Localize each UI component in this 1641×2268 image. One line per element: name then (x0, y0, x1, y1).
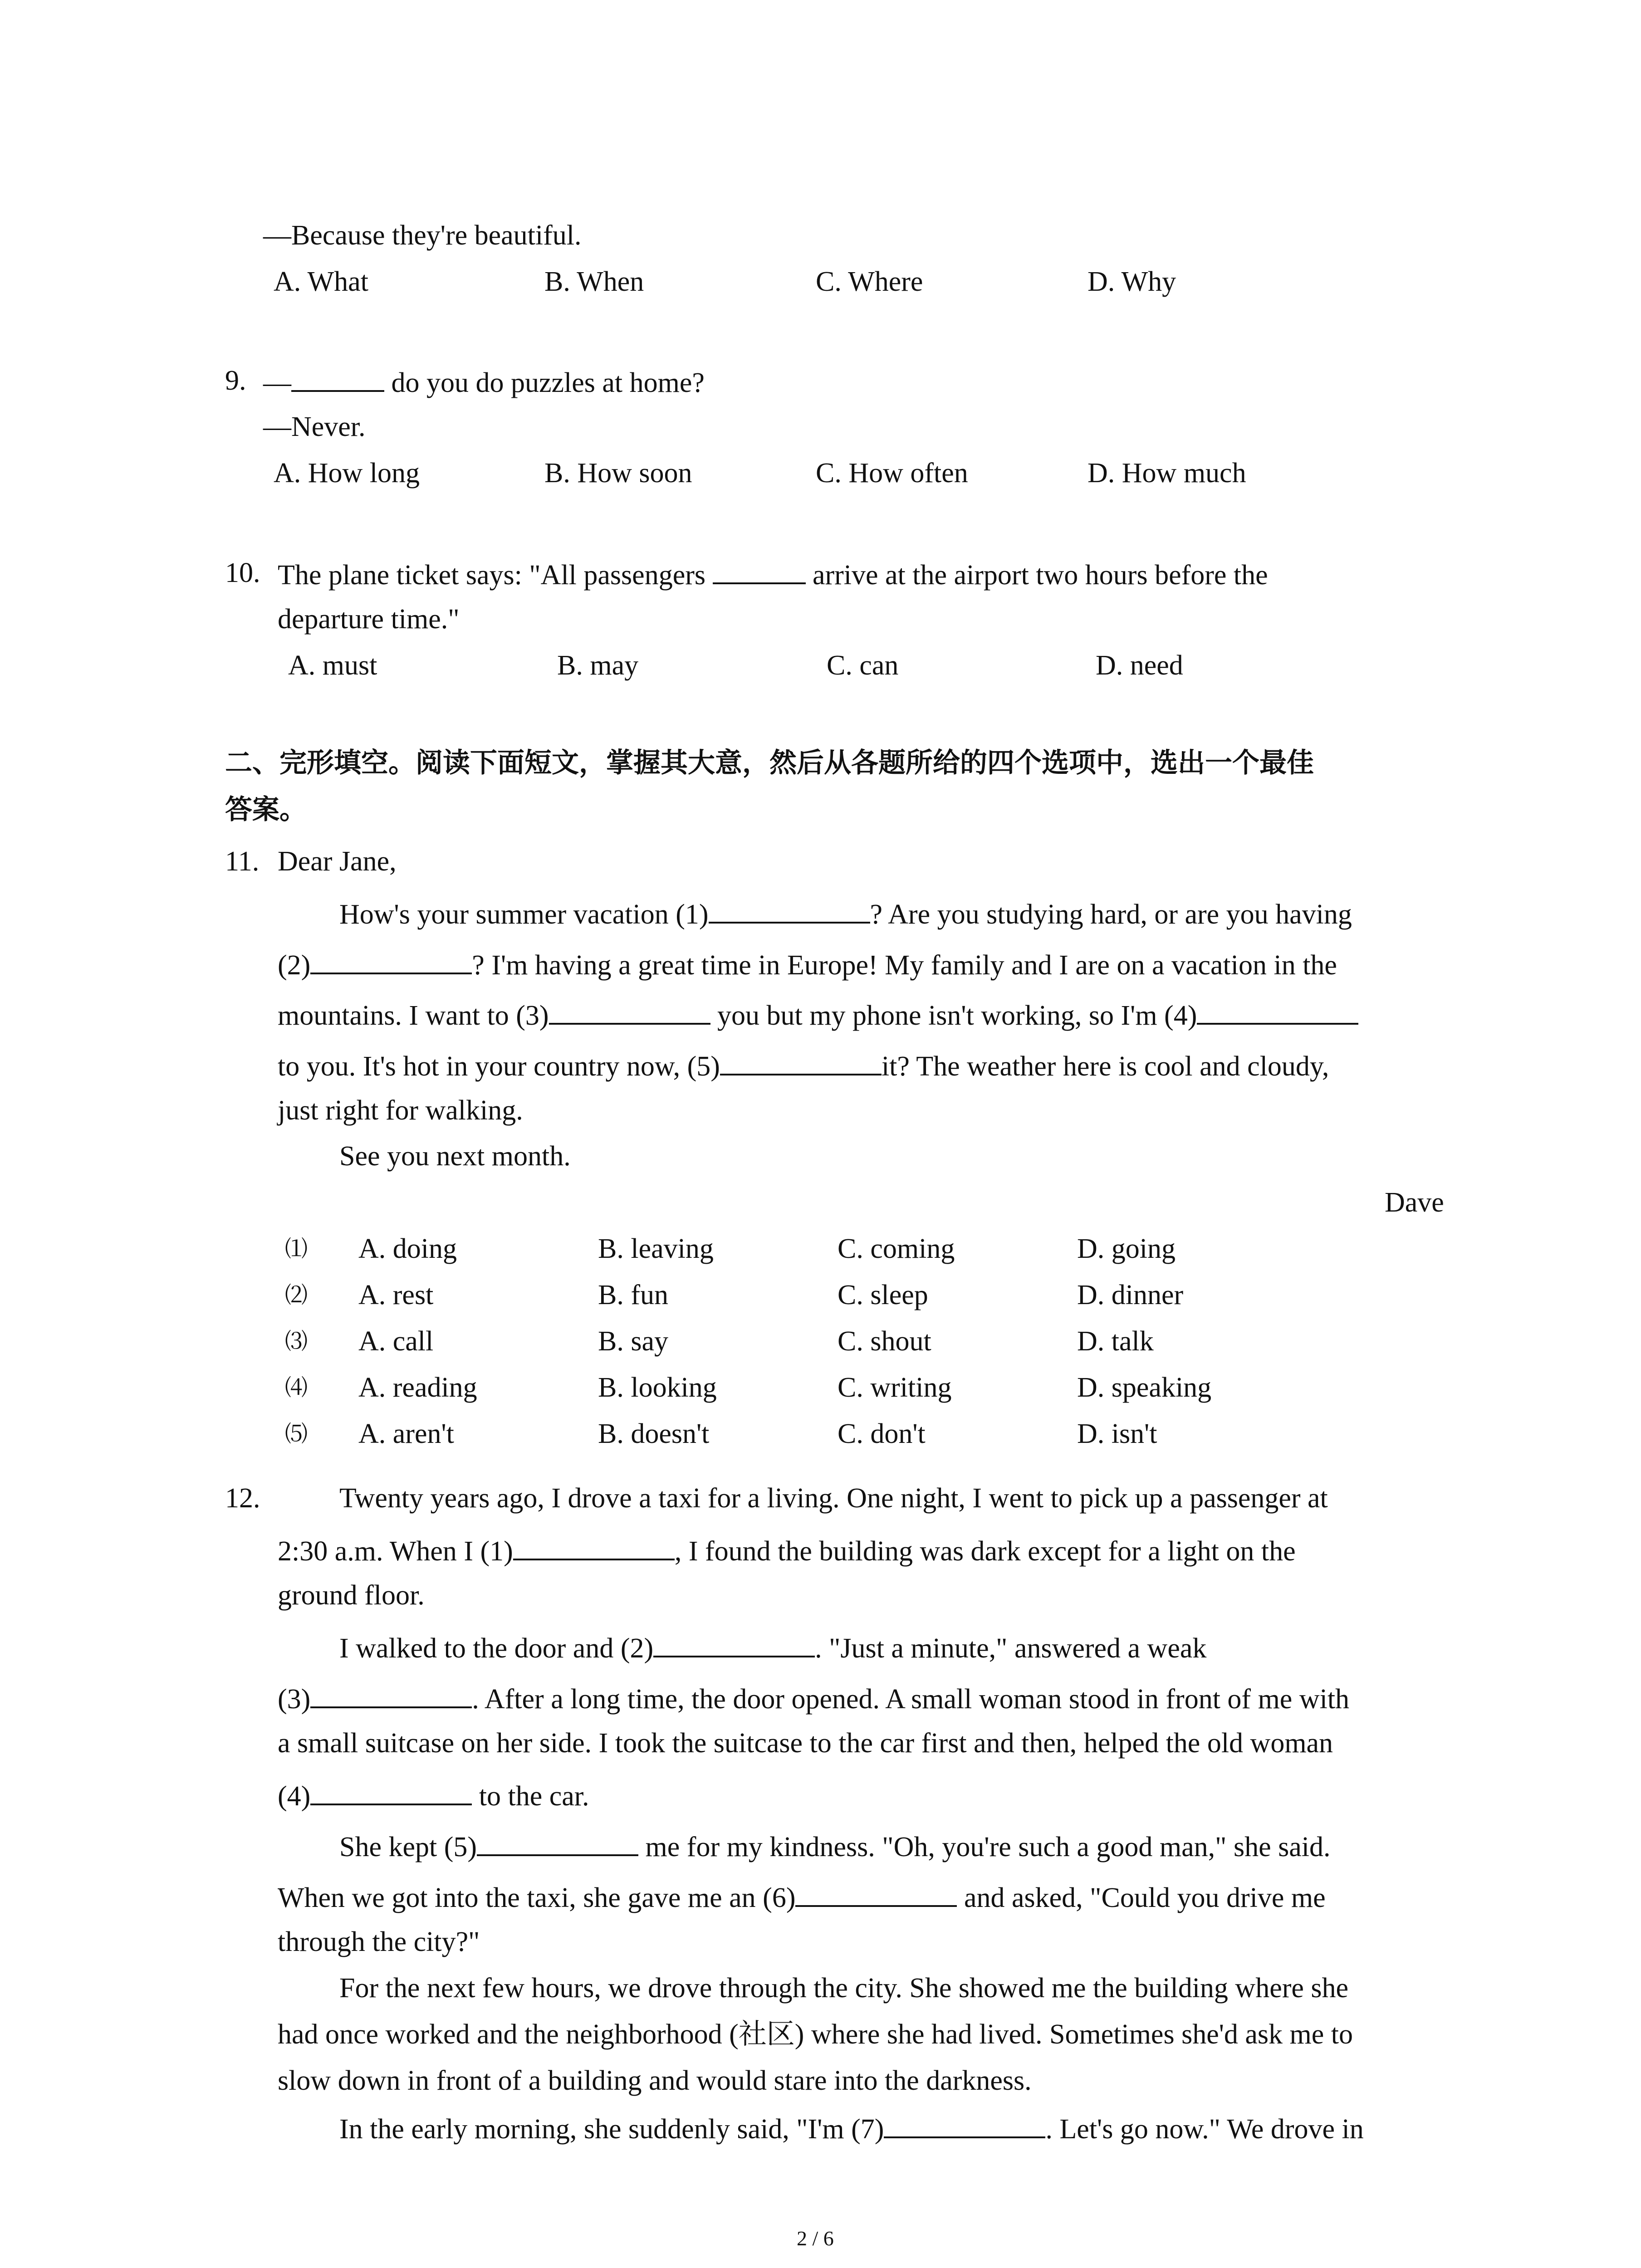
q11-1-option-d[interactable]: D. going (1077, 1233, 1176, 1264)
q10-stem-line1 (278, 559, 1268, 589)
q10-option-d[interactable]: D. need (1096, 650, 1183, 681)
q11-1-option-a[interactable]: A. doing (358, 1233, 457, 1264)
q11-opt-num: ⑷ (285, 1374, 308, 1401)
q11-5-option-c[interactable]: C. don't (838, 1418, 926, 1449)
q11-passage-line1 (339, 898, 1352, 929)
q11-passage-line3 (278, 999, 1358, 1030)
q10-blank[interactable] (713, 559, 806, 584)
q11-passage-line5: just right for walking. (278, 1095, 523, 1126)
q11-number: 11. (225, 846, 260, 877)
q12-line9 (278, 1882, 1326, 1912)
q9-dash: — (263, 367, 291, 398)
q9-option-b[interactable]: B. How soon (544, 458, 692, 489)
q8-answer: —Because they're beautiful. (263, 220, 582, 251)
q12-line11: For the next few hours, we drove through the city. She showed me the building where she (339, 1973, 1349, 2004)
q8-option-a[interactable]: A. What (274, 266, 368, 297)
q12-blank-7[interactable] (884, 2113, 1045, 2138)
q11-opt-num: ⑸ (285, 1421, 308, 1447)
q11-text: it? The weather here is cool and cloudy, (881, 1051, 1329, 1082)
q9-number: 9. (225, 365, 246, 396)
q12-blank-4[interactable] (310, 1780, 472, 1805)
q11-text: to you. It's hot in your country now, (5) (278, 1051, 720, 1082)
q11-passage-line2 (278, 949, 1337, 979)
q9-blank[interactable] (291, 367, 384, 392)
q12-text: She kept (5) (339, 1832, 477, 1862)
q11-text: ? Are you studying hard, or are you having (870, 899, 1352, 930)
section2-heading-line2: 答案。 (225, 794, 307, 826)
q11-opt-num: ⑵ (285, 1282, 308, 1308)
q9-stem-text: do you do puzzles at home? (391, 367, 705, 398)
q12-text: In the early morning, she suddenly said, "I'm (7) (339, 2114, 884, 2145)
q12-text: (3) (278, 1684, 311, 1715)
q12-text: and asked, "Could you drive me (964, 1882, 1326, 1913)
q12-line1: Twenty years ago, I drove a taxi for a living. One night, I went to pick up a passenger at (339, 1483, 1328, 1514)
q10-stem-line2: departure time." (278, 604, 460, 635)
q11-2-option-a[interactable]: A. rest (358, 1280, 434, 1310)
page-number: 2 / 6 (797, 2227, 834, 2250)
q11-2-option-d[interactable]: D. dinner (1077, 1280, 1184, 1310)
q11-opt-num: ⑶ (285, 1328, 308, 1354)
q11-4-option-d[interactable]: D. speaking (1077, 1372, 1212, 1403)
q11-text: ? I'm having a great time in Europe! My family and I are on a vacation in the (472, 950, 1337, 981)
q11-2-option-c[interactable]: C. sleep (838, 1280, 928, 1310)
q11-blank-2[interactable] (310, 949, 472, 974)
q12-blank-6[interactable] (795, 1882, 957, 1907)
q12-text: . "Just a minute," answered a weak (815, 1633, 1207, 1664)
q12-line7 (278, 1780, 589, 1810)
q12-blank-2[interactable] (653, 1632, 815, 1657)
q12-line12: had once worked and the neighborhood (社区) where she had lived. Sometimes she'd ask me to (278, 2019, 1353, 2050)
q11-3-option-b[interactable]: B. say (598, 1326, 668, 1357)
q9-option-a[interactable]: A. How long (274, 458, 420, 489)
q12-line3: ground floor. (278, 1580, 425, 1611)
q12-text: me for my kindness. "Oh, you're such a good man," she said. (645, 1832, 1331, 1862)
q12-text: , I found the building was dark except for a light on the (674, 1536, 1296, 1567)
q12-line14 (339, 2113, 1364, 2143)
q10-option-c[interactable]: C. can (827, 650, 899, 681)
q12-line8 (339, 1831, 1330, 1861)
q11-text: you but my phone isn't working, so I'm (4) (717, 1000, 1197, 1031)
q12-line10: through the city?" (278, 1926, 480, 1957)
q12-line5 (278, 1683, 1349, 1713)
q12-blank-1[interactable] (513, 1535, 675, 1560)
q11-opt-num: ⑴ (285, 1236, 308, 1262)
q8-option-c[interactable]: C. Where (816, 266, 923, 297)
q11-5-option-d[interactable]: D. isn't (1077, 1418, 1157, 1449)
q12-text: I walked to the door and (2) (339, 1633, 654, 1664)
q9-option-d[interactable]: D. How much (1087, 458, 1246, 489)
q9-stem (263, 367, 705, 397)
q12-text: (4) (278, 1781, 311, 1812)
q11-greeting: Dear Jane, (278, 846, 397, 877)
q12-blank-3[interactable] (310, 1683, 472, 1708)
q8-option-b[interactable]: B. When (544, 266, 644, 297)
q12-text: . Let's go now." We drove in (1045, 2114, 1364, 2145)
q11-blank-4[interactable] (1197, 999, 1358, 1025)
q11-4-option-c[interactable]: C. writing (838, 1372, 952, 1403)
q10-stem-part1: The plane ticket says: "All passengers (278, 560, 705, 591)
q12-blank-5[interactable] (477, 1831, 638, 1856)
q11-4-option-b[interactable]: B. looking (598, 1372, 717, 1403)
q11-2-option-b[interactable]: B. fun (598, 1280, 668, 1310)
q11-3-option-d[interactable]: D. talk (1077, 1326, 1154, 1357)
q12-text: 2:30 a.m. When I (1) (278, 1536, 513, 1567)
q8-option-d[interactable]: D. Why (1087, 266, 1176, 297)
q12-number: 12. (225, 1483, 260, 1514)
q11-text: (2) (278, 950, 311, 981)
q12-text: When we got into the taxi, she gave me an (6) (278, 1882, 796, 1913)
q12-line6: a small suitcase on her side. I took the suitcase to the car first and then, helped the old woman (278, 1728, 1333, 1759)
q11-4-option-a[interactable]: A. reading (358, 1372, 477, 1403)
q11-1-option-c[interactable]: C. coming (838, 1233, 955, 1264)
q11-3-option-a[interactable]: A. call (358, 1326, 434, 1357)
q11-signature: Dave (1385, 1187, 1444, 1218)
q11-blank-1[interactable] (709, 898, 870, 924)
q12-text: . After a long time, the door opened. A small woman stood in front of me with (472, 1684, 1350, 1715)
q9-answer: —Never. (263, 411, 366, 442)
section2-heading-line1: 二、完形填空。阅读下面短文，掌握其大意，然后从各题所给的四个选项中，选出一个最佳 (225, 747, 1314, 779)
q11-text: mountains. I want to (3) (278, 1000, 549, 1031)
q10-option-b[interactable]: B. may (557, 650, 639, 681)
q11-text: How's your summer vacation (1) (339, 899, 709, 930)
q12-line13: slow down in front of a building and would stare into the darkness. (278, 2065, 1032, 2096)
q9-option-c[interactable]: C. How often (816, 458, 968, 489)
q11-5-option-a[interactable]: A. aren't (358, 1418, 454, 1449)
q12-line2 (278, 1535, 1296, 1565)
q12-text: to the car. (479, 1781, 589, 1812)
q11-5-option-b[interactable]: B. doesn't (598, 1418, 710, 1449)
q11-blank-3[interactable] (549, 999, 710, 1025)
q12-line4 (339, 1632, 1206, 1662)
q11-1-option-b[interactable]: B. leaving (598, 1233, 714, 1264)
q10-number: 10. (225, 557, 260, 588)
q10-option-a[interactable]: A. must (288, 650, 377, 681)
q11-blank-5[interactable] (720, 1050, 882, 1075)
q11-3-option-c[interactable]: C. shout (838, 1326, 931, 1357)
q11-passage-line4 (278, 1050, 1329, 1080)
q10-stem-part2: arrive at the airport two hours before the (813, 560, 1268, 591)
q11-closing: See you next month. (339, 1141, 571, 1172)
